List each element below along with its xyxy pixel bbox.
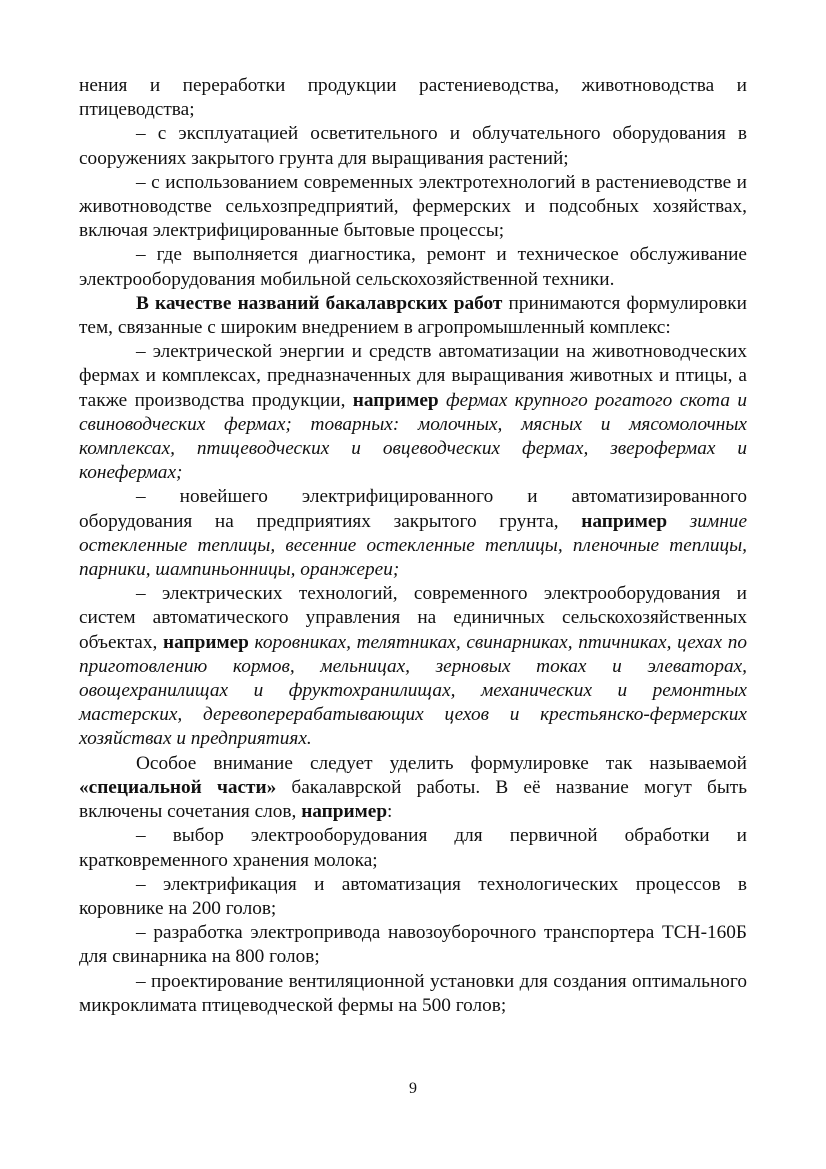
paragraph-greenhouses bbox=[79, 485, 747, 582]
paragraph-lighting-equipment: – с эксплуатацией осветительного и облучательного оборудования в сооружениях закрытого грунта для выращивания растений; bbox=[79, 123, 747, 169]
special-part-colon: : bbox=[387, 801, 393, 823]
list-item-ventilation: – проектирование вентиляционной установки для создания оптимального микроклимата птицеводческой фермы на 500 голов; bbox=[79, 970, 747, 1016]
page-number: 9 bbox=[409, 1080, 417, 1097]
thesis-titles-heading: В качестве названий бакалаврских работ bbox=[136, 292, 503, 314]
list-item-cowshed-automation: – электрификация и автоматизация технологических процессов в коровнике на 200 голов; bbox=[79, 873, 747, 919]
special-part-example-label: например bbox=[301, 801, 388, 823]
single-objects-examples: коровниках, телятниках, свинарниках, птичниках, цехах по приготовлению кормов, мельницах, зерновых токах и элеваторах, овощехранилищах и фруктохранилищах, механических и ремонтных мастерских, деревоперерабатывающих цехов и крестьянско-фермерских хозяйствах и предприятиях. bbox=[79, 631, 747, 750]
paragraph-diagnostics: – где выполняется диагностика, ремонт и техническое обслуживание электрооборудования мобильной сельскохозяйственной техники. bbox=[79, 244, 747, 290]
paragraph-livestock-farms bbox=[79, 340, 747, 485]
greenhouses-examples: зимние остекленные теплицы, весенние остекленные теплицы, пленочные теплицы, парники, шампиньонницы, оранжереи; bbox=[79, 510, 748, 581]
greenhouses-text: – новейшего электрифицированного и автоматизированного оборудования на предприятиях закрытого грунта, bbox=[79, 486, 747, 532]
livestock-example-label: например bbox=[352, 389, 439, 411]
livestock-examples: фермах крупного рогатого скота и свиноводческих фермах; товарных: молочных, мясных и мясомолочных комплексах, птицеводческих и овцеводческих фермах, зверофермах и конефермах; bbox=[79, 389, 747, 484]
list-item-milk-storage: – выбор электрооборудования для первичной обработки и кратковременного хранения молока; bbox=[79, 825, 747, 871]
document-body bbox=[79, 74, 747, 1018]
single-objects-example-label: например bbox=[163, 631, 249, 653]
list-item-manure-conveyor: – разработка электропривода навозоуборочного транспортера ТСН-160Б для свинарника на 800 голов; bbox=[79, 922, 747, 968]
single-objects-text: – электрических технологий, современного электрооборудования и систем автоматического управления на единичных сельскохозяйственных объектах, bbox=[79, 583, 747, 653]
paragraph-continuation: нения и переработки продукции растениеводства, животноводства и птицеводства; bbox=[79, 75, 747, 121]
livestock-text: – электрической энергии и средств автоматизации на животноводческих фермах и комплексах, предназначенных для выращивания животных и птицы, а также производства продукции, bbox=[79, 341, 747, 411]
paragraph-special-part bbox=[79, 752, 747, 825]
special-part-text-2: бакалаврской работы. В её название могут быть включены сочетания слов, bbox=[79, 776, 747, 823]
paragraph-single-objects bbox=[79, 582, 747, 751]
thesis-titles-text: принимаются формулировки тем, связанные с широким внедрением в агропромышленный комплекс: bbox=[79, 292, 747, 339]
paragraph-thesis-titles bbox=[79, 292, 747, 340]
paragraph-electrotechnologies: – с использованием современных электротехнологий в растениеводстве и животноводстве сельхозпредприятий, фермерских и подсобных хозяйствах, включая электрифицированные бытовые процессы; bbox=[79, 171, 747, 242]
greenhouses-example-label: например bbox=[581, 510, 668, 532]
special-part-term: «специальной части» bbox=[79, 776, 277, 798]
special-part-text-1: Особое внимание следует уделить формулировке так называемой bbox=[136, 752, 747, 774]
